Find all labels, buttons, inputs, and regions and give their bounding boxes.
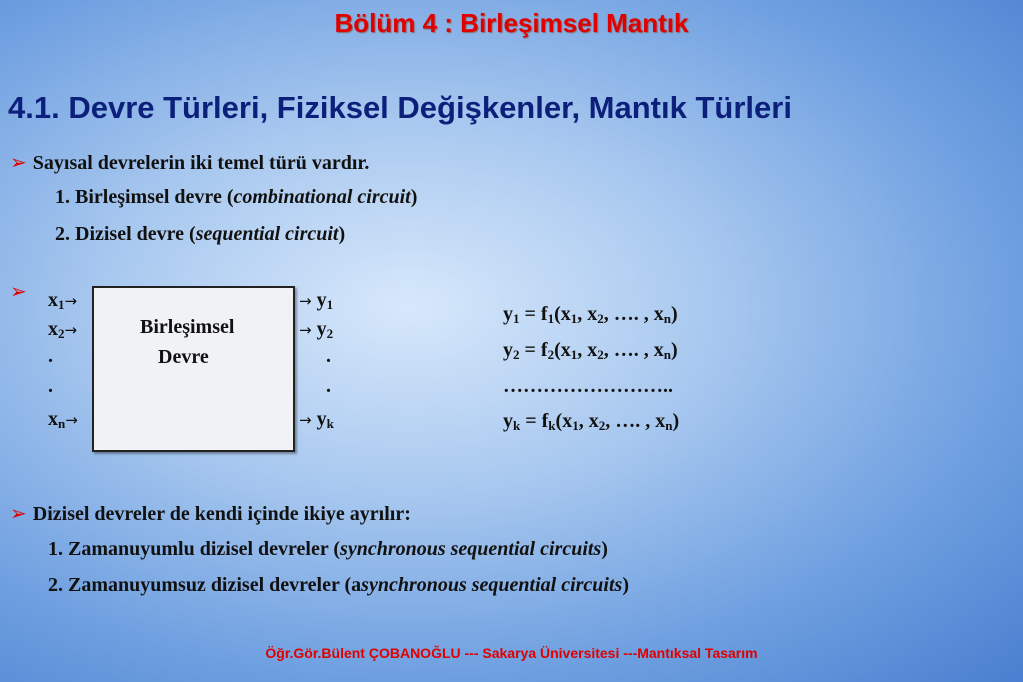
item-text: 1. Birleşimsel devre ( — [55, 186, 234, 208]
block-label-line2: Devre — [158, 346, 209, 368]
eq-func: = f — [519, 303, 548, 325]
list-item-synchronous — [48, 538, 608, 561]
item-text: 1. Zamanuyumlu dizisel devreler ( — [48, 538, 341, 560]
eq-arg-sub: n — [663, 347, 671, 362]
item-text-end: ) — [338, 223, 346, 245]
arrow-icon: → — [299, 411, 312, 429]
eq-arg: , …. , x — [605, 410, 666, 432]
arrow-icon: → — [65, 411, 78, 429]
output-sub: k — [326, 416, 334, 431]
eq-end: ) — [670, 339, 678, 361]
block-label-line1: Birleşimsel — [140, 316, 235, 338]
eq-func: = f — [520, 410, 549, 432]
bullet-arrow-icon: ➢ — [10, 501, 27, 525]
item-text-end: ) — [601, 538, 608, 560]
output-var: y — [316, 318, 327, 340]
input-var: x — [48, 408, 58, 430]
diagram-bullet — [10, 279, 33, 303]
item-text-end: ) — [410, 186, 418, 208]
eq-end: ) — [672, 410, 680, 432]
eq-func-sub: k — [548, 418, 556, 433]
eq-func-sub: 2 — [547, 347, 555, 362]
list-item-asynchronous — [48, 574, 629, 597]
eq-lhs: y — [503, 410, 513, 432]
output-y2 — [299, 318, 333, 342]
item-text: 2. Zamanuyumsuz dizisel devreler (a — [48, 574, 362, 596]
eq-arg-sub: 2 — [598, 418, 606, 433]
input-sub: n — [58, 416, 66, 431]
eq-arg-sub: 1 — [570, 347, 578, 362]
equation-yk — [503, 410, 679, 434]
eq-end: ) — [670, 303, 678, 325]
bullet-arrow-icon: ➢ — [10, 150, 27, 174]
bullet-1-text: Sayısal devrelerin iki temel türü vardır. — [32, 152, 370, 174]
input-dot-1: . — [48, 345, 53, 367]
eq-arg: (x — [554, 303, 571, 325]
arrow-icon: → — [64, 292, 78, 310]
eq-lhs-sub: 2 — [513, 347, 520, 362]
eq-lhs: y — [503, 303, 513, 325]
item-english-term: sequential circuit — [195, 223, 339, 245]
output-sub: 1 — [326, 297, 334, 312]
eq-arg-sub: n — [665, 418, 673, 433]
eq-arg: , …. , x — [603, 339, 664, 361]
output-dot-2: . — [326, 375, 331, 397]
eq-lhs-sub: 1 — [513, 311, 520, 326]
item-english-term: synchronous sequential circuits — [361, 574, 623, 596]
output-sub: 2 — [326, 326, 334, 341]
eq-arg: , …. , x — [603, 303, 664, 325]
input-x1 — [48, 289, 77, 313]
eq-arg-sub: 1 — [572, 418, 579, 433]
item-english-term: synchronous sequential circuits — [340, 538, 602, 560]
arrow-icon: → — [299, 321, 312, 339]
arrow-icon: → — [64, 321, 78, 339]
list-item-combinational — [55, 186, 417, 209]
input-dot-2: . — [48, 375, 53, 397]
eq-arg: (x — [554, 339, 571, 361]
eq-lhs-sub: k — [513, 418, 521, 433]
equation-y1 — [503, 303, 678, 327]
eq-func-sub: 1 — [547, 311, 555, 326]
input-var: x — [48, 318, 58, 340]
chapter-title: Bölüm 4 : Birleşimsel Mantık — [334, 8, 689, 38]
section-title: 4.1. Devre Türleri, Fiziksel Değişkenler, Mantık Türleri — [8, 90, 792, 125]
eq-arg: , x — [577, 339, 598, 361]
eq-arg-sub: n — [663, 311, 671, 326]
bullet-2 — [10, 501, 411, 526]
output-yk — [299, 408, 334, 432]
eq-arg: , x — [577, 303, 598, 325]
input-sub: 1 — [58, 297, 65, 312]
equation-y2 — [503, 339, 678, 363]
eq-arg-sub: 2 — [597, 347, 604, 362]
output-var: y — [316, 289, 327, 311]
output-dot-1: . — [326, 345, 331, 367]
output-y1 — [299, 289, 333, 313]
list-item-sequential — [55, 223, 345, 246]
eq-arg: (x — [555, 410, 573, 432]
item-text: 2. Dizisel devre ( — [55, 223, 196, 245]
footer-credit: Öğr.Gör.Bülent ÇOBANOĞLU --- Sakarya Üniversitesi ---Mantıksal Tasarım — [265, 645, 758, 661]
eq-arg-sub: 2 — [597, 311, 604, 326]
eq-func: = f — [519, 339, 548, 361]
input-var: x — [48, 289, 58, 311]
bullet-1 — [10, 150, 369, 175]
input-xn — [48, 408, 78, 432]
output-var: y — [316, 408, 327, 430]
eq-arg-sub: 1 — [570, 311, 578, 326]
bullet-2-text: Dizisel devreler de kendi içinde ikiye ayrılır: — [32, 503, 411, 525]
bullet-arrow-icon: ➢ — [10, 279, 27, 303]
item-english-term: combinational circuit — [233, 186, 411, 208]
combinational-circuit-block — [92, 286, 295, 452]
item-text-end: ) — [622, 574, 629, 596]
eq-arg: , x — [578, 410, 599, 432]
equation-ellipsis: …………………….. — [503, 375, 673, 397]
input-sub: 2 — [58, 326, 65, 341]
arrow-icon: → — [299, 292, 312, 310]
input-x2 — [48, 318, 77, 342]
eq-lhs: y — [503, 339, 513, 361]
